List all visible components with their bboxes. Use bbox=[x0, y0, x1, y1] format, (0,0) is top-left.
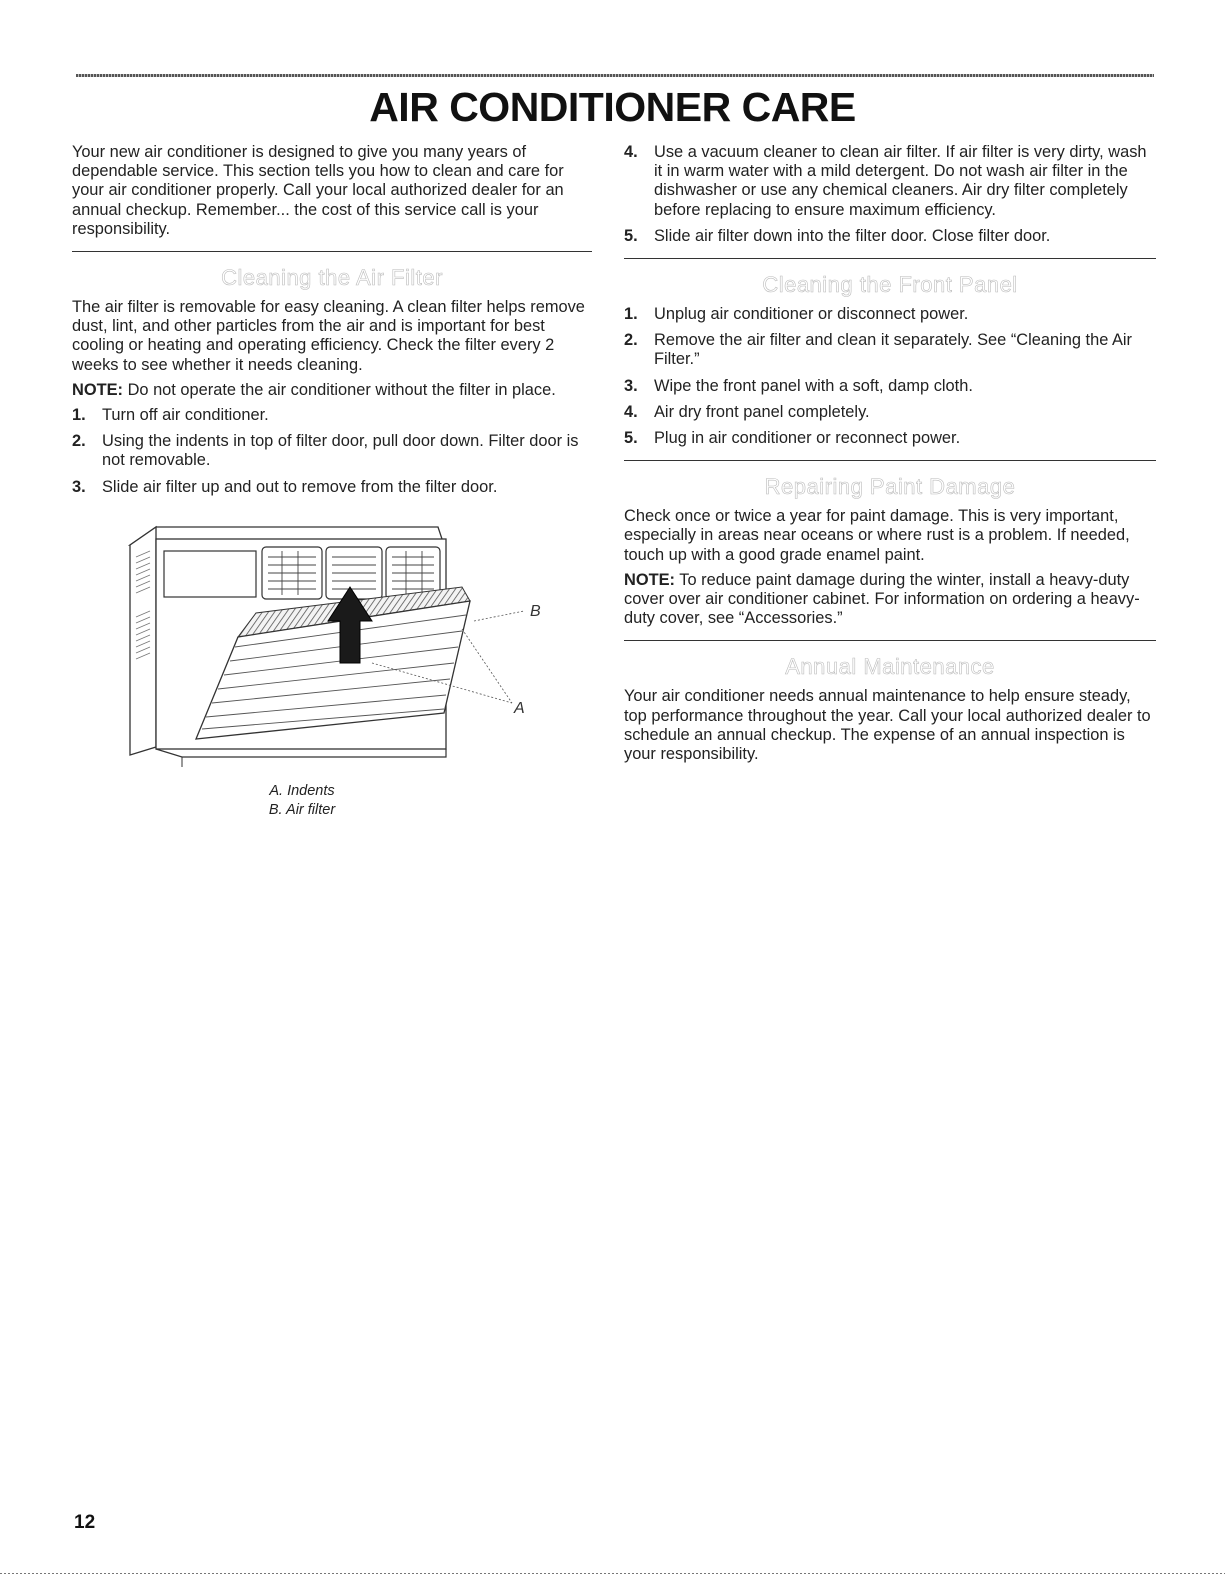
paint-damage-note bbox=[624, 571, 1156, 629]
step-number: 4. bbox=[624, 143, 638, 161]
step-text: Plug in air conditioner or reconnect power. bbox=[654, 429, 961, 448]
note-text: To reduce paint damage during the winter, install a heavy-duty cover over air conditioner cabinet. For information on ordering a heavy-duty cover, see “Accessories.” bbox=[624, 570, 1140, 628]
air-filter-steps-list bbox=[72, 406, 592, 497]
list-item bbox=[72, 406, 592, 425]
right-column bbox=[624, 143, 1156, 770]
annual-maintenance-paragraph: Your air conditioner needs annual maintenance to help ensure steady, top performance throughout the year. Call your local authorized dealer to schedule an annual checkup. The expense of an annual inspection is your responsibility. bbox=[624, 687, 1151, 764]
page-number: 12 bbox=[74, 1512, 96, 1533]
intro-paragraph: Your new air conditioner is designed to give you many years of dependable service. This section tells you how to clean and care for your air conditioner properly. Call your local authorized dealer for an annual checkup. Remember... the cost of this service call is your responsibility. bbox=[72, 143, 564, 238]
step-text: Slide air filter up and out to remove from the filter door. bbox=[102, 477, 498, 496]
step-number: 4. bbox=[624, 402, 638, 421]
step-number: 3. bbox=[72, 477, 86, 496]
air-filter-paragraph: The air filter is removable for easy cleaning. A clean filter helps remove dust, lint, and other particles from the air and is important for best cooling or heating and operating efficiency. Check the filter every 2 weeks to see whether it needs cleaning. bbox=[72, 298, 585, 374]
list-item bbox=[624, 143, 1156, 220]
air-filter-steps-continued bbox=[624, 143, 1156, 246]
step-number: 5. bbox=[624, 429, 638, 448]
list-item bbox=[624, 429, 1156, 448]
section-heading-paint-damage: Repairing Paint Damage bbox=[764, 474, 1016, 500]
callout-b: B bbox=[530, 602, 541, 620]
step-number: 3. bbox=[624, 376, 638, 395]
section-divider bbox=[624, 258, 1156, 259]
note-label: NOTE: bbox=[624, 570, 675, 589]
callout-a: A bbox=[514, 699, 525, 717]
figure-captions bbox=[12, 782, 592, 820]
caption-indents: A. Indents bbox=[269, 782, 335, 799]
list-item bbox=[72, 478, 592, 497]
front-panel-steps-list bbox=[624, 305, 1156, 448]
section-divider bbox=[624, 640, 1156, 641]
step-text: Turn off air conditioner. bbox=[102, 406, 269, 425]
section-heading-front-panel: Cleaning the Front Panel bbox=[762, 272, 1018, 298]
list-item bbox=[624, 377, 1156, 396]
list-item bbox=[624, 227, 1156, 246]
air-conditioner-illustration bbox=[72, 517, 592, 782]
section-heading-annual-maintenance: Annual Maintenance bbox=[785, 654, 995, 680]
section-divider bbox=[72, 251, 592, 252]
air-filter-note bbox=[72, 381, 592, 400]
step-text: Unplug air conditioner or disconnect power. bbox=[654, 305, 969, 324]
step-number: 1. bbox=[72, 406, 86, 425]
list-item bbox=[624, 403, 1156, 422]
step-text: Remove the air filter and clean it separately. See “Cleaning the Air Filter.” bbox=[654, 331, 1133, 369]
step-text: Slide air filter down into the filter door. Close filter door. bbox=[654, 226, 1051, 245]
note-text: Do not operate the air conditioner without the filter in place. bbox=[127, 380, 556, 399]
step-text: Using the indents in top of filter door, pull door down. Filter door is not removable. bbox=[102, 432, 579, 470]
section-heading-air-filter: Cleaning the Air Filter bbox=[221, 265, 443, 291]
step-text: Air dry front panel completely. bbox=[654, 402, 870, 421]
top-dotted-rule bbox=[76, 74, 1154, 77]
list-item bbox=[624, 305, 1156, 324]
caption-air-filter: B. Air filter bbox=[268, 801, 336, 818]
note-label: NOTE: bbox=[72, 380, 123, 399]
step-number: 2. bbox=[72, 432, 86, 451]
section-divider bbox=[624, 460, 1156, 461]
step-number: 1. bbox=[624, 305, 638, 324]
list-item bbox=[624, 331, 1156, 369]
air-conditioner-drawing bbox=[72, 517, 592, 782]
paint-damage-paragraph: Check once or twice a year for paint damage. This is very important, especially in areas near oceans or where rust is a problem. If needed, touch up with a good grade enamel paint. bbox=[624, 507, 1130, 564]
page-title: AIR CONDITIONER CARE bbox=[369, 84, 856, 130]
step-number: 5. bbox=[624, 226, 638, 245]
step-text: Use a vacuum cleaner to clean air filter. If air filter is very dirty, wash it in warm water with a mild detergent. Do not wash air filter in the dishwasher or use any chemical cleaners. Air dry filter completely before replacing to ensure maximum efficiency. bbox=[654, 143, 1147, 219]
list-item bbox=[72, 432, 592, 470]
bottom-dotted-rule bbox=[0, 1573, 1225, 1574]
left-column bbox=[72, 143, 592, 820]
step-number: 2. bbox=[624, 331, 638, 350]
step-text: Wipe the front panel with a soft, damp cloth. bbox=[654, 376, 973, 395]
